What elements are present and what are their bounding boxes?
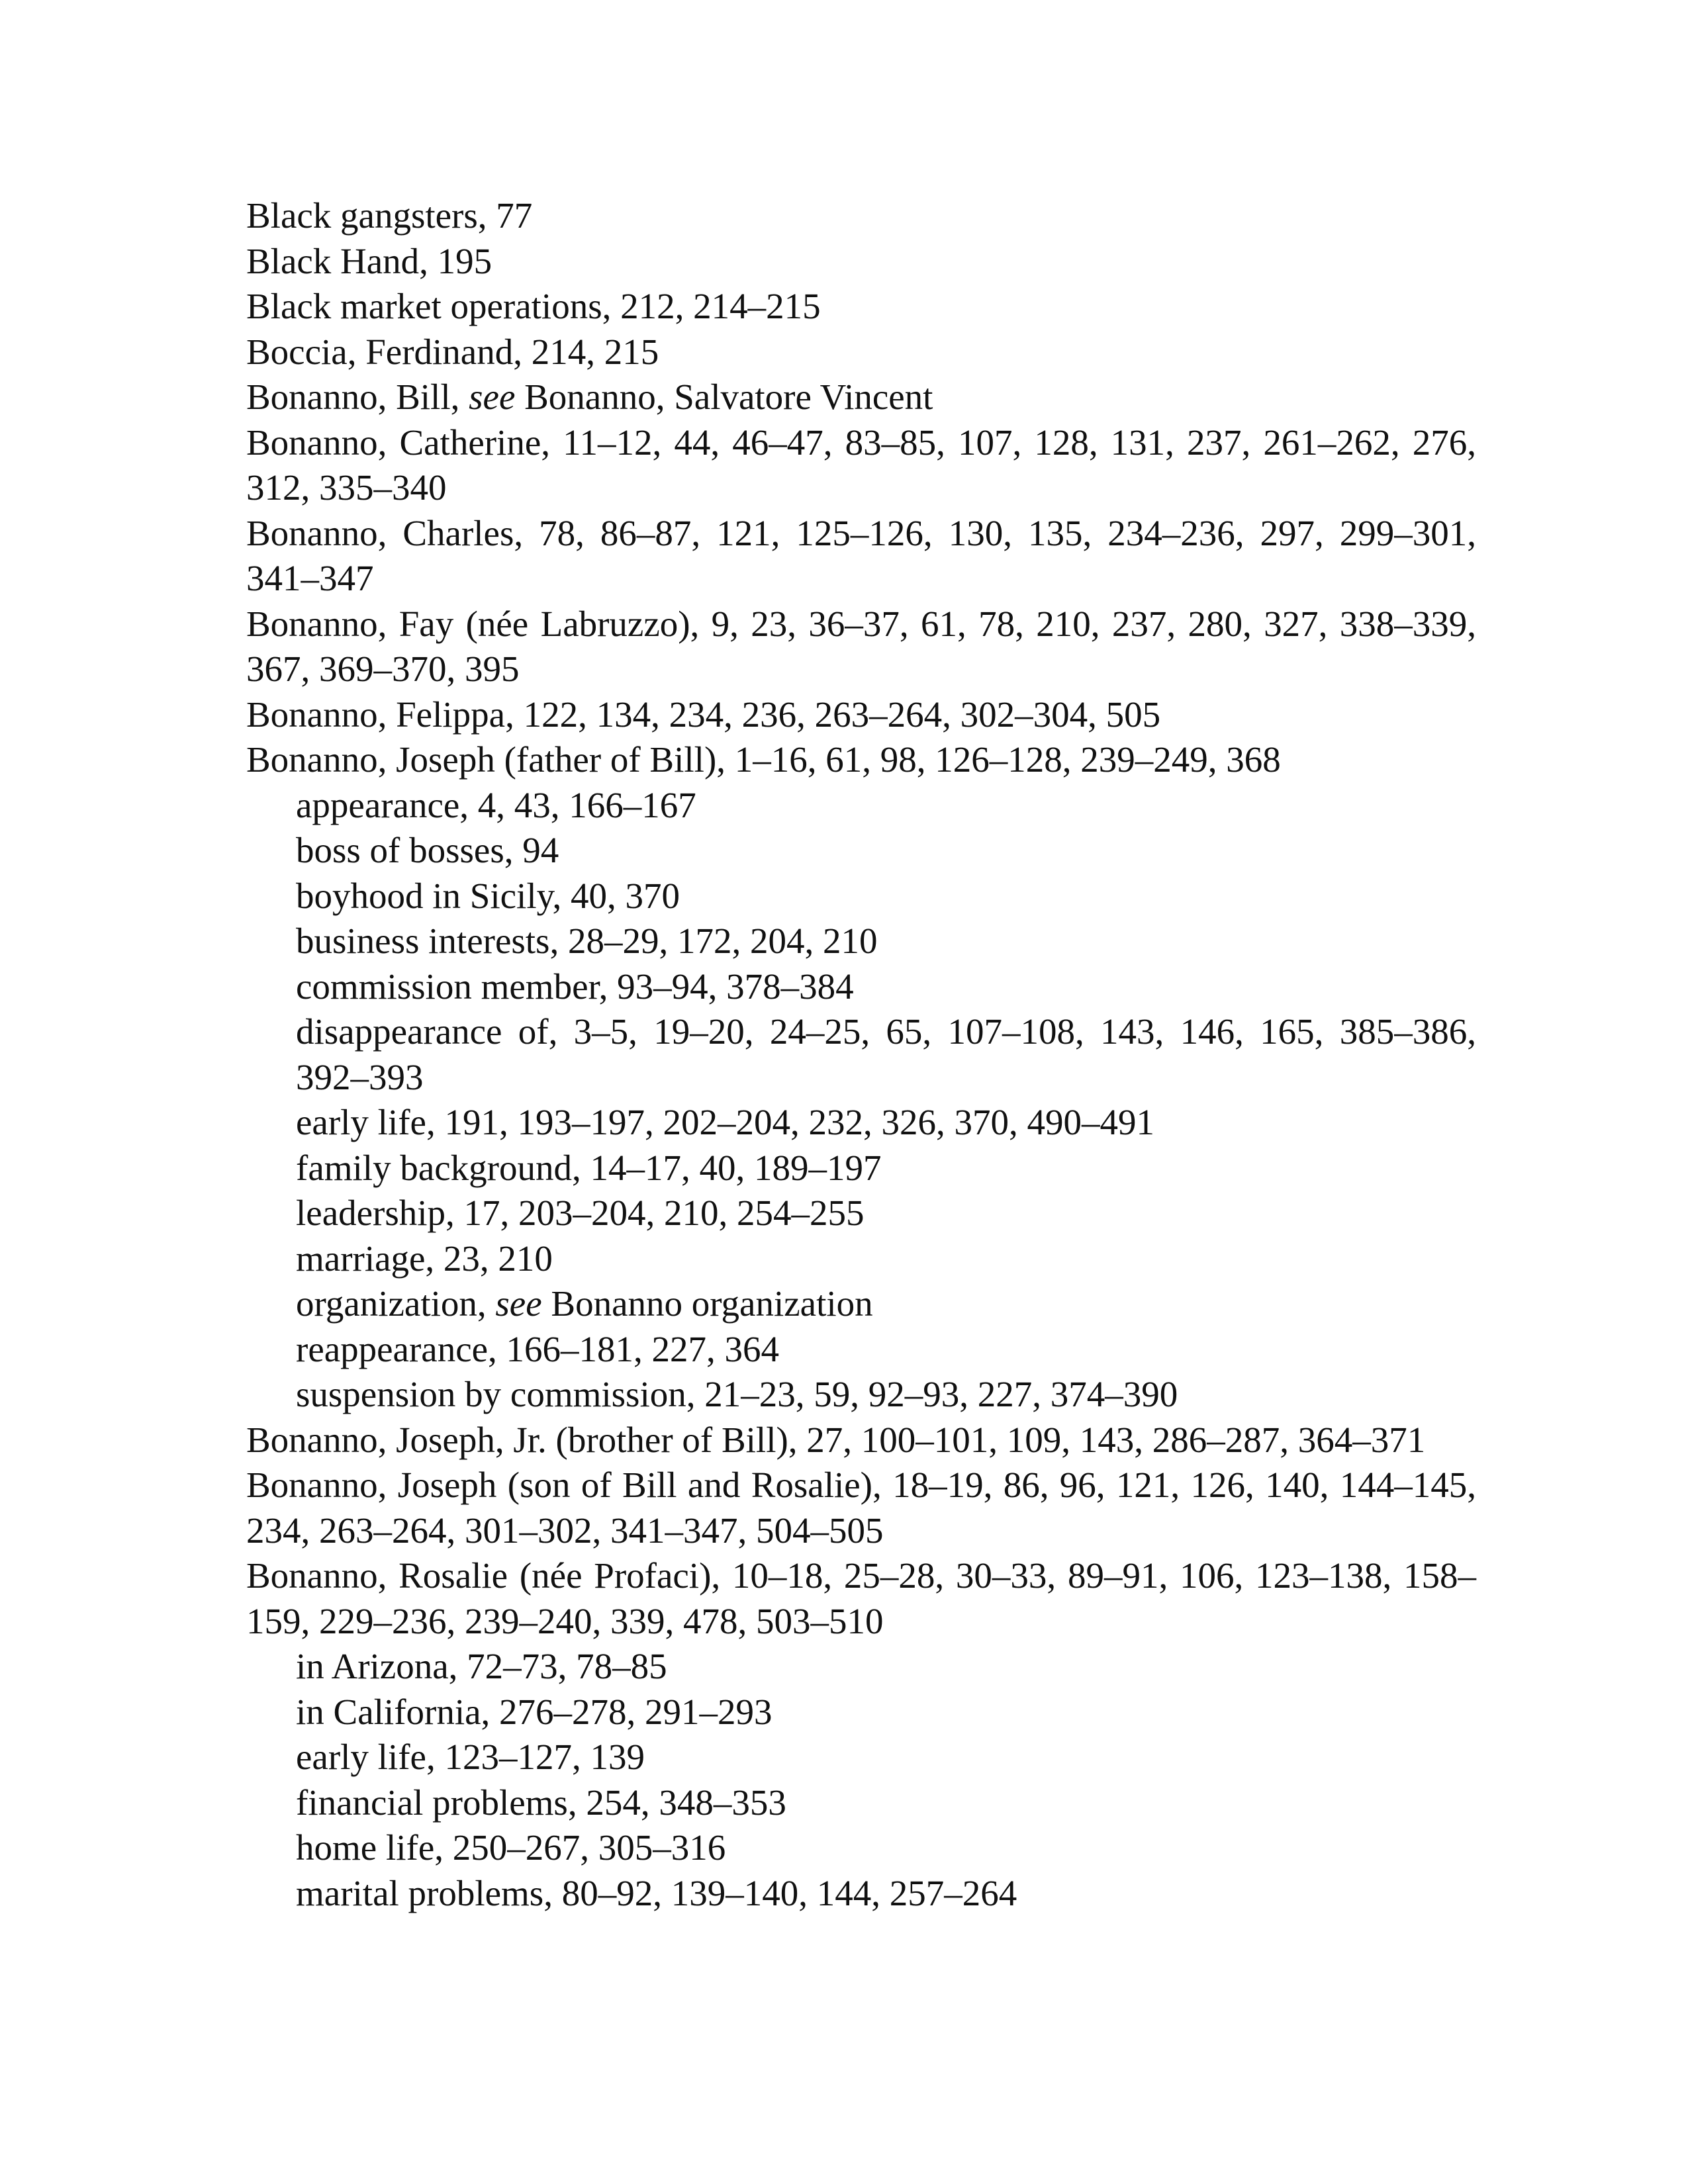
index-subentry: business interests, 28–29, 172, 204, 210 xyxy=(296,921,878,961)
see-reference: see xyxy=(495,1283,542,1324)
index-subentry xyxy=(246,1281,1476,1327)
index-entry: Bonanno, Rosalie (née Profaci), 10–18, 25–28, 30–33, 89–91, 106, 123–138, 158–159, 229–236, 239–240, 339, 478, 503–510 xyxy=(246,1555,1476,1641)
index-subentry: commission member, 93–94, 378–384 xyxy=(296,966,854,1007)
index-entry xyxy=(246,375,1476,420)
index-subentry: disappearance of, 3–5, 19–20, 24–25, 65, 107–108, 143, 146, 165, 385–386, 392–393 xyxy=(296,1011,1476,1097)
index-entry: Bonanno, Catherine, 11–12, 44, 46–47, 83–85, 107, 128, 131, 237, 261–262, 276, 312, 335–340 xyxy=(246,422,1476,508)
index-entry: Boccia, Ferdinand, 214, 215 xyxy=(246,331,659,372)
index-subentry: appearance, 4, 43, 166–167 xyxy=(296,784,696,825)
index-subentry: in California, 276–278, 291–293 xyxy=(296,1691,773,1732)
index-entry: Bonanno, Fay (née Labruzzo), 9, 23, 36–37, 61, 78, 210, 237, 280, 327, 338–339, 367, 369–370, 395 xyxy=(246,603,1476,689)
index-subentry: marital problems, 80–92, 139–140, 144, 257–264 xyxy=(296,1872,1017,1913)
index-subentry: home life, 250–267, 305–316 xyxy=(296,1827,726,1868)
see-reference: see xyxy=(469,377,516,417)
index-subentry: boss of bosses, 94 xyxy=(296,830,559,870)
index-entry: Bonanno, Joseph, Jr. (brother of Bill), 27, 100–101, 109, 143, 286–287, 364–371 xyxy=(246,1419,1426,1460)
index-entry: Bonanno, Felippa, 122, 134, 234, 236, 263–264, 302–304, 505 xyxy=(246,694,1161,735)
index-entry: Black Hand, 195 xyxy=(246,240,492,281)
entry-text: Bonanno, Salvatore Vincent xyxy=(515,377,933,417)
index-subentry: financial problems, 254, 348–353 xyxy=(296,1782,786,1823)
index-subentry: suspension by commission, 21–23, 59, 92–93, 227, 374–390 xyxy=(296,1374,1178,1414)
index-entry: Black market operations, 212, 214–215 xyxy=(246,286,821,326)
index-entry: Bonanno, Joseph (son of Bill and Rosalie), 18–19, 86, 96, 121, 126, 140, 144–145, 234, 263–264, 301–302, 341–347, 504–505 xyxy=(246,1465,1476,1551)
index-subentry: marriage, 23, 210 xyxy=(296,1238,553,1279)
index-subentry: reappearance, 166–181, 227, 364 xyxy=(296,1328,780,1369)
index-entry: Bonanno, Charles, 78, 86–87, 121, 125–126, 130, 135, 234–236, 297, 299–301, 341–347 xyxy=(246,512,1476,598)
index-entry: Black gangsters, 77 xyxy=(246,195,533,236)
index-subentry: early life, 191, 193–197, 202–204, 232, 326, 370, 490–491 xyxy=(296,1102,1154,1142)
entry-text: Bonanno organization xyxy=(541,1283,873,1324)
entry-text: Bonanno, Bill, xyxy=(246,377,469,417)
index-subentry: in Arizona, 72–73, 78–85 xyxy=(296,1646,667,1686)
index-subentry: leadership, 17, 203–204, 210, 254–255 xyxy=(296,1193,865,1233)
index-subentry: family background, 14–17, 40, 189–197 xyxy=(296,1147,882,1188)
index-subentry: boyhood in Sicily, 40, 370 xyxy=(296,875,680,916)
index-entry: Bonanno, Joseph (father of Bill), 1–16, 61, 98, 126–128, 239–249, 368 xyxy=(246,739,1281,780)
index-subentry: early life, 123–127, 139 xyxy=(296,1737,645,1777)
index-list xyxy=(246,193,1476,1916)
entry-text: organization, xyxy=(296,1283,496,1324)
